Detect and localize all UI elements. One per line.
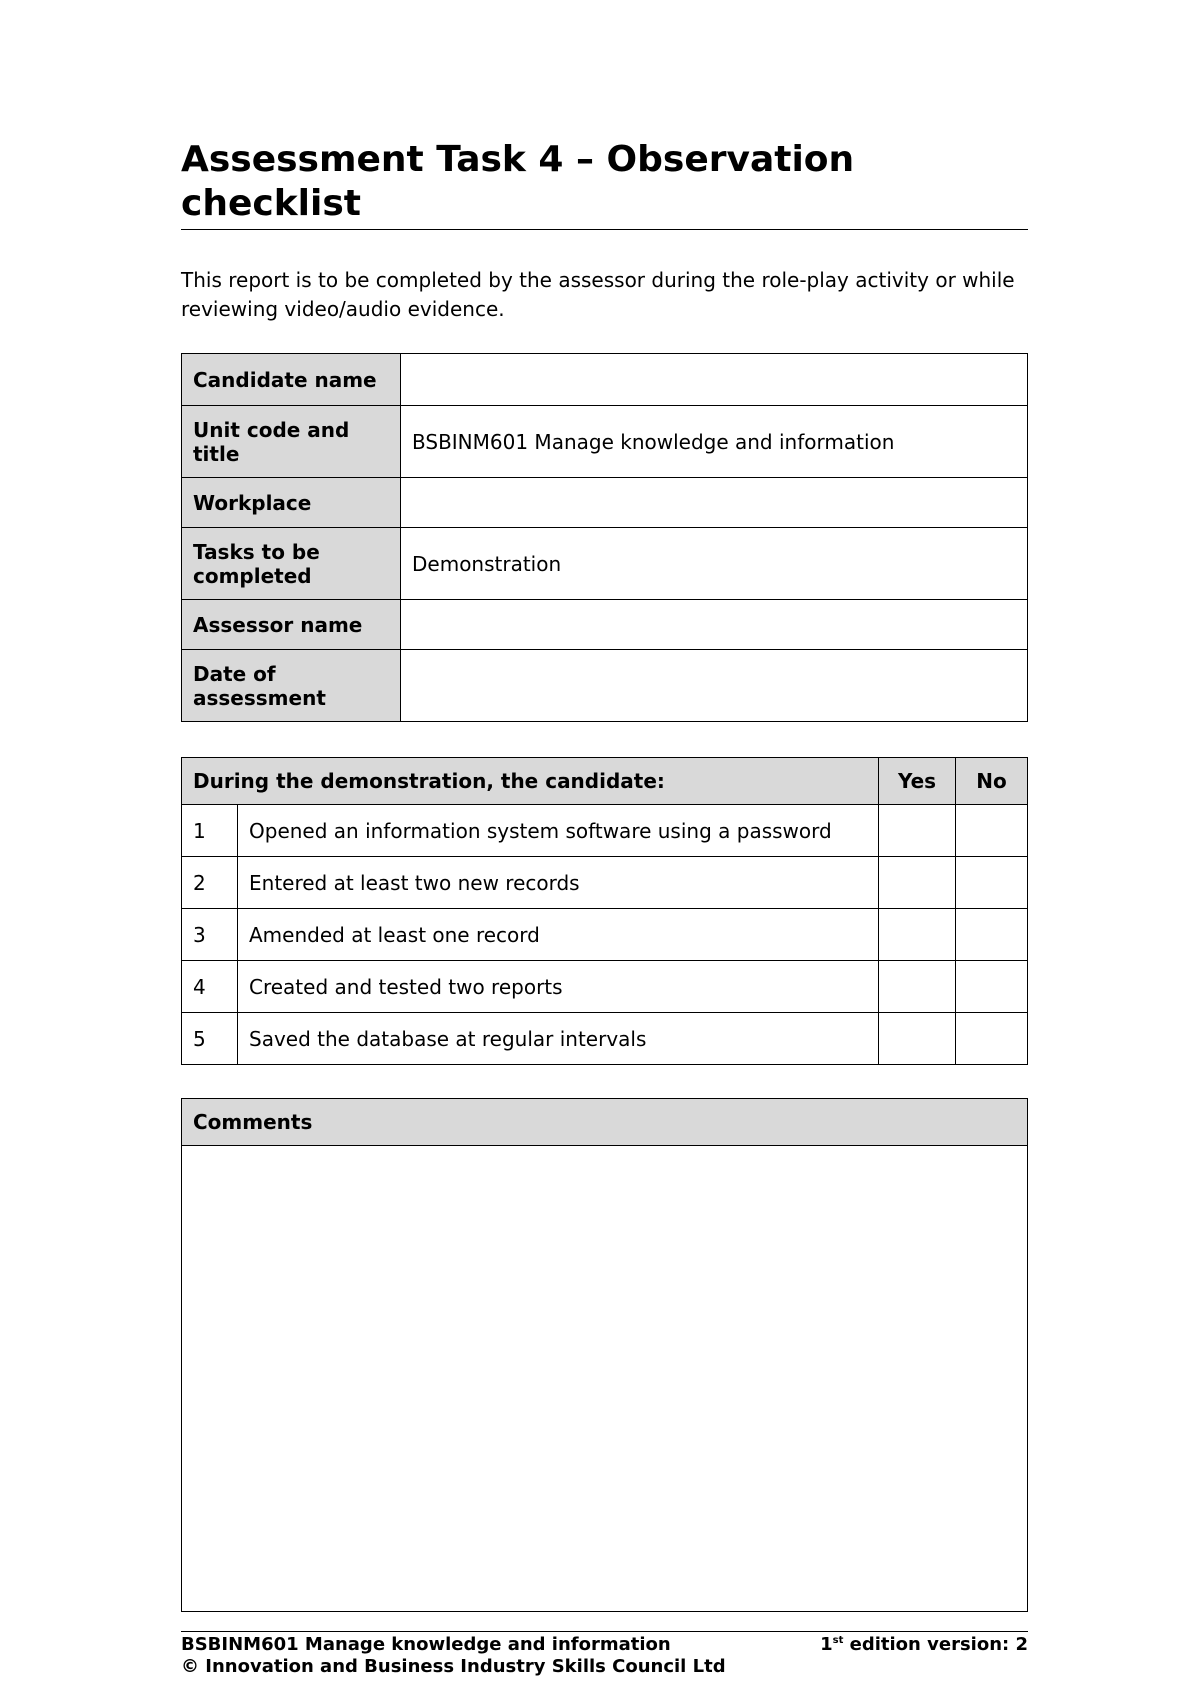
comments-body-row [182, 1146, 1028, 1612]
info-label: Assessor name [182, 600, 401, 650]
no-checkbox-cell[interactable] [956, 909, 1028, 961]
candidate-name-field[interactable] [401, 354, 1028, 406]
info-label: Date of assessment [182, 650, 401, 722]
item-number: 2 [182, 857, 238, 909]
item-number: 3 [182, 909, 238, 961]
comments-header-row [182, 1099, 1028, 1146]
yes-column-header: Yes [879, 758, 956, 805]
footer-unit: BSBINM601 Manage knowledge and information [181, 1634, 671, 1655]
comments-field[interactable] [182, 1146, 1028, 1612]
info-label: Unit code and title [182, 406, 401, 478]
unit-code-value: BSBINM601 Manage knowledge and information [401, 406, 1028, 478]
no-checkbox-cell[interactable] [956, 857, 1028, 909]
info-label: Tasks to be completed [182, 528, 401, 600]
edition-version: edition version: 2 [843, 1634, 1028, 1655]
checklist-row [182, 857, 1028, 909]
footer-edition [820, 1634, 1028, 1656]
item-text: Created and tested two reports [238, 961, 879, 1013]
yes-checkbox-cell[interactable] [879, 1013, 956, 1065]
info-label: Candidate name [182, 354, 401, 406]
workplace-field[interactable] [401, 478, 1028, 528]
comments-table [181, 1098, 1028, 1612]
item-text: Saved the database at regular intervals [238, 1013, 879, 1065]
candidate-info-table [181, 353, 1028, 722]
no-checkbox-cell[interactable] [956, 961, 1028, 1013]
checklist-header-row [182, 758, 1028, 805]
intro-paragraph: This report is to be completed by the assessor during the role-play activity or while reviewing video/audio evidence. [181, 268, 1015, 321]
footer-copyright: © Innovation and Business Industry Skills Council Ltd [181, 1656, 726, 1677]
info-row-date [182, 650, 1028, 722]
item-text: Amended at least one record [238, 909, 879, 961]
observation-checklist-table [181, 757, 1028, 1065]
checklist-row [182, 909, 1028, 961]
info-row-workplace [182, 478, 1028, 528]
footer-row [181, 1634, 1028, 1656]
checklist-header: During the demonstration, the candidate: [182, 758, 879, 805]
yes-checkbox-cell[interactable] [879, 857, 956, 909]
comments-header: Comments [182, 1099, 1028, 1146]
info-row-unit [182, 406, 1028, 478]
no-checkbox-cell[interactable] [956, 1013, 1028, 1065]
page-footer [181, 1631, 1028, 1678]
page-title: Assessment Task 4 – Observation checklist [181, 138, 1028, 230]
assessment-date-field[interactable] [401, 650, 1028, 722]
checklist-row [182, 1013, 1028, 1065]
assessor-name-field[interactable] [401, 600, 1028, 650]
yes-checkbox-cell[interactable] [879, 961, 956, 1013]
item-text: Opened an information system software using a password [238, 805, 879, 857]
item-text: Entered at least two new records [238, 857, 879, 909]
edition-ordinal: st [832, 1635, 844, 1646]
info-row-assessor [182, 600, 1028, 650]
edition-number: 1 [820, 1634, 833, 1655]
yes-checkbox-cell[interactable] [879, 909, 956, 961]
info-row-candidate-name [182, 354, 1028, 406]
no-checkbox-cell[interactable] [956, 805, 1028, 857]
item-number: 4 [182, 961, 238, 1013]
info-label: Workplace [182, 478, 401, 528]
checklist-row [182, 961, 1028, 1013]
tasks-value: Demonstration [401, 528, 1028, 600]
yes-checkbox-cell[interactable] [879, 805, 956, 857]
checklist-row [182, 805, 1028, 857]
item-number: 5 [182, 1013, 238, 1065]
item-number: 1 [182, 805, 238, 857]
no-column-header: No [956, 758, 1028, 805]
info-row-tasks [182, 528, 1028, 600]
